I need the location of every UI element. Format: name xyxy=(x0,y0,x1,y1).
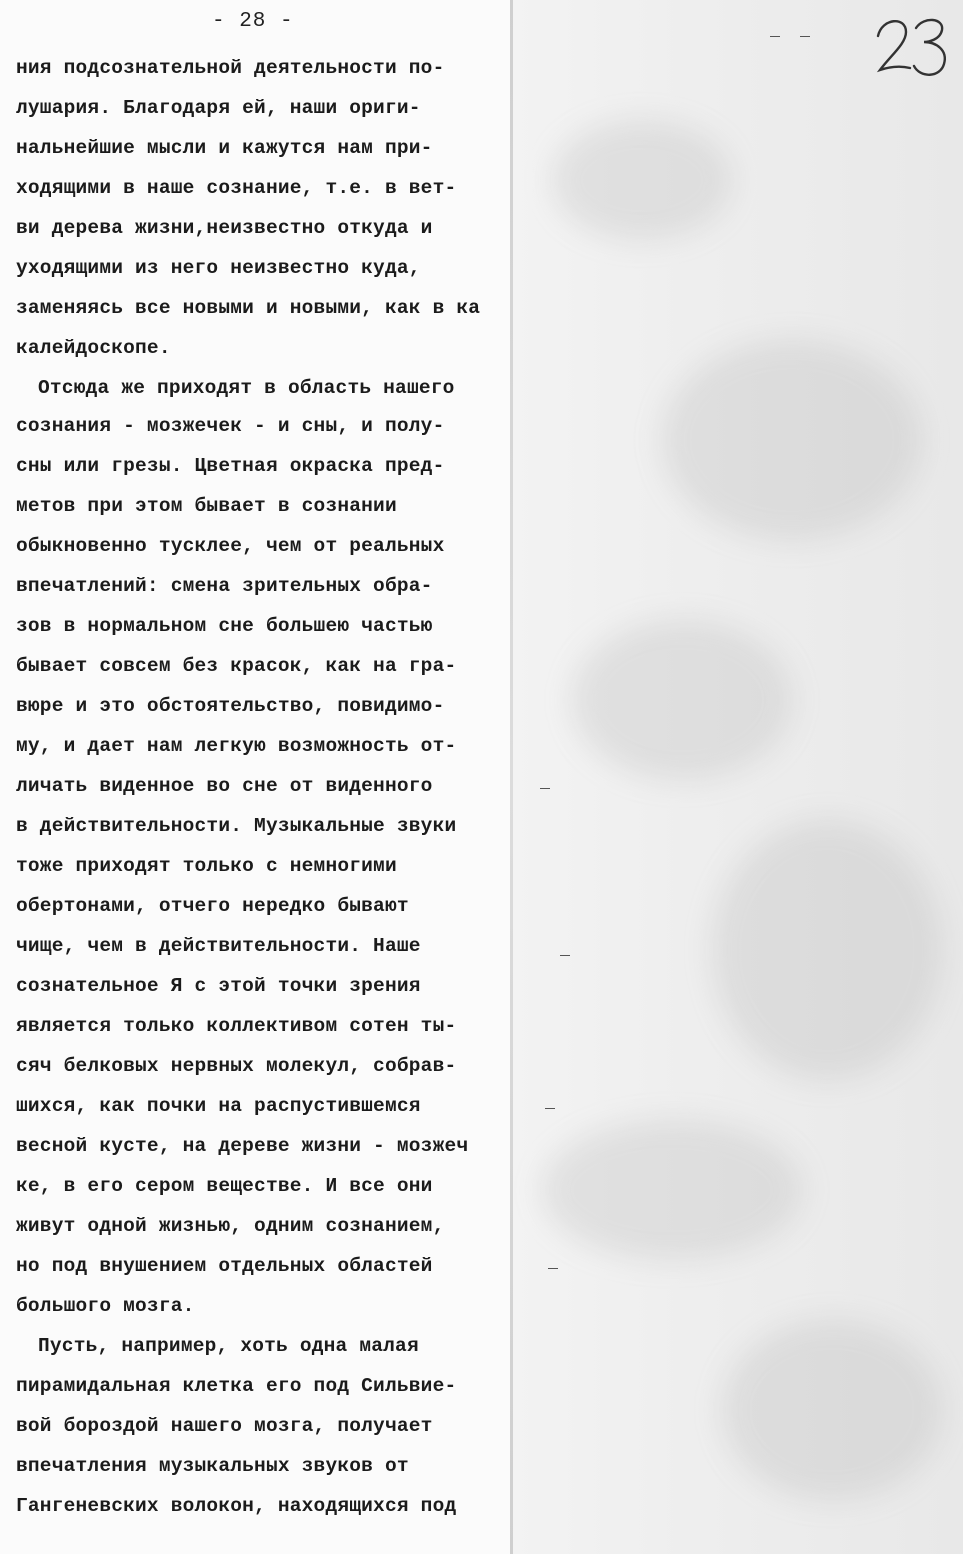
margin-dash-mark xyxy=(800,36,810,37)
text-line: Отсюда же приходят в область нашего xyxy=(38,377,455,399)
text-line: ходящими в наше сознание, т.е. в вет- xyxy=(16,177,457,199)
text-line: му, и дает нам легкую возможность от- xyxy=(16,735,457,757)
text-line: Гангеневских волокон, находящихся под xyxy=(16,1495,457,1517)
text-line: обыкновенно тусклее, чем от реальных xyxy=(16,535,445,557)
page-fold-line xyxy=(510,0,513,1554)
text-line: личать виденное во сне от виденного xyxy=(16,775,433,797)
text-line: бывает совсем без красок, как на гра- xyxy=(16,655,457,677)
text-line: пирамидальная клетка его под Сильвие- xyxy=(16,1375,457,1397)
text-line: весной кусте, на дереве жизни - мозжеч xyxy=(16,1135,469,1157)
text-line: ке, в его сером веществе. И все они xyxy=(16,1175,433,1197)
text-line: Пусть, например, хоть одна малая xyxy=(38,1335,419,1357)
text-line: живут одной жизнью, одним сознанием, xyxy=(16,1215,445,1237)
text-line: шихся, как почки на распустившемся xyxy=(16,1095,421,1117)
text-line: является только коллективом сотен ты- xyxy=(16,1015,457,1037)
text-line: сны или грезы. Цветная окраска пред- xyxy=(16,455,445,477)
text-line: заменяясь все новыми и новыми, как в ка xyxy=(16,297,481,319)
text-line: вой бороздой нашего мозга, получает xyxy=(16,1415,433,1437)
text-line: но под внушением отдельных областей xyxy=(16,1255,433,1277)
text-line: вюре и это обстоятельство, повидимо- xyxy=(16,695,445,717)
text-line: зов в нормальном сне большею частью xyxy=(16,615,433,637)
text-line: большого мозга. xyxy=(16,1295,195,1317)
text-line: сознания - мозжечек - и сны, и полу- xyxy=(16,415,445,437)
page-number: - 28 - xyxy=(212,10,294,33)
text-line: ния подсознательной деятельности по- xyxy=(16,57,445,79)
text-line: чище, чем в действительности. Наше xyxy=(16,935,421,957)
text-line: сяч белковых нервных молекул, собрав- xyxy=(16,1055,457,1077)
archive-folio-number xyxy=(872,12,954,86)
text-line: метов при этом бывает в сознании xyxy=(16,495,397,517)
text-line: впечатления музыкальных звуков от xyxy=(16,1455,409,1477)
text-line: впечатлений: смена зрительных обра- xyxy=(16,575,433,597)
margin-dash-mark xyxy=(548,1268,558,1269)
text-line: уходящими из него неизвестно куда, xyxy=(16,257,421,279)
text-line: ви дерева жизни,неизвестно откуда и xyxy=(16,217,433,239)
margin-dash-mark xyxy=(560,955,570,956)
text-line: тоже приходят только с немногими xyxy=(16,855,397,877)
margin-dash-mark xyxy=(770,36,780,37)
text-line: нальнейшие мысли и кажутся нам при- xyxy=(16,137,433,159)
handwritten-folio-icon xyxy=(872,12,954,86)
text-line: сознательное Я с этой точки зрения xyxy=(16,975,421,997)
margin-dash-mark xyxy=(545,1108,555,1109)
text-line: в действительности. Музыкальные звуки xyxy=(16,815,457,837)
text-line: лушария. Благодаря ей, наши ориги- xyxy=(16,97,421,119)
text-line: калейдоскопе. xyxy=(16,337,171,359)
text-line: обертонами, отчего нередко бывают xyxy=(16,895,409,917)
reverse-side-bleedthrough xyxy=(512,0,963,1554)
margin-dash-mark xyxy=(540,788,550,789)
